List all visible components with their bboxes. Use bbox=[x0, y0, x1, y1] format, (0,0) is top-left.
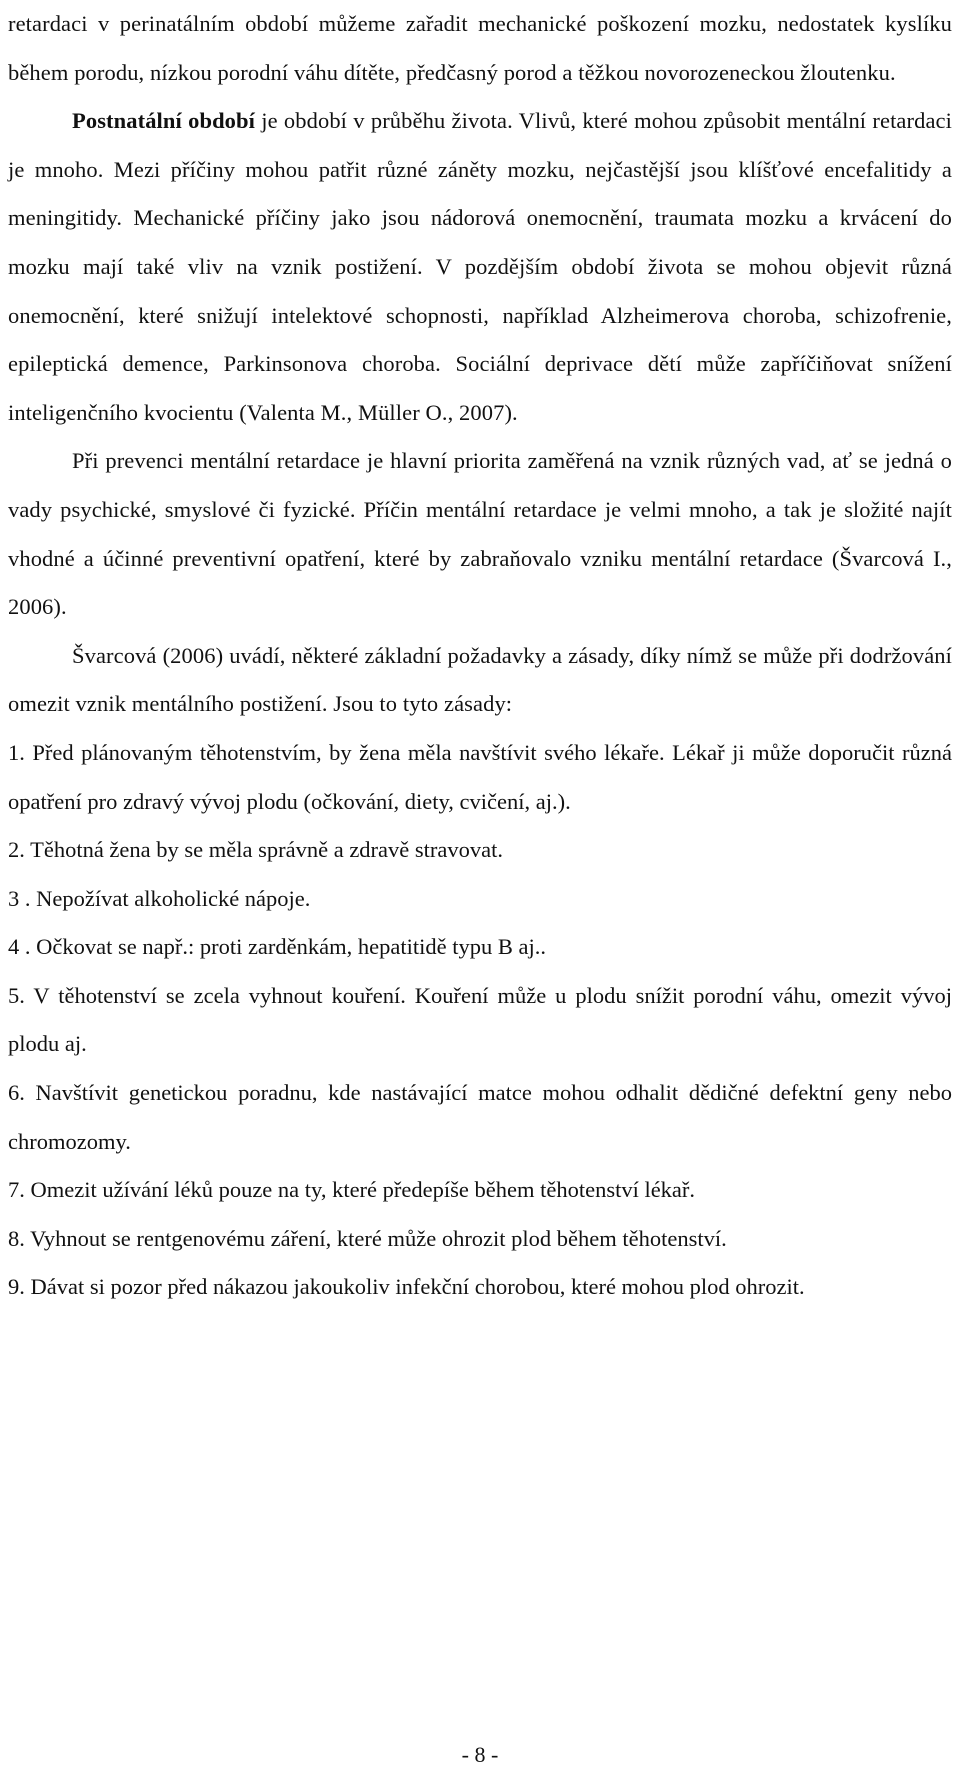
list-item: 1. Před plánovaným těhotenstvím, by žena měla navštívit svého lékaře. Lékař ji může doporučit různá opatření pro zdravý vývoj plodu (očkování, diety, cvičení, aj.). bbox=[8, 739, 952, 814]
principles-list bbox=[8, 729, 952, 1312]
list-item: 2. Těhotná žena by se měla správně a zdravě stravovat. bbox=[8, 837, 503, 863]
list-item: 5. V těhotenství se zcela vyhnout kouření. Kouření může u plodu snížit porodní váhu, omezit vývoj plodu aj. bbox=[8, 982, 952, 1057]
document-body bbox=[8, 0, 952, 1312]
list-item: 8. Vyhnout se rentgenovému záření, které může ohrozit plod během těhotenství. bbox=[8, 1225, 727, 1251]
document-page bbox=[8, 0, 952, 1782]
paragraph-perinatal: retardaci v perinatálním období můžeme zařadit mechanické poškození mozku, nedostatek kyslíku během porodu, nízkou porodní váhu dítěte, předčasný porod a těžkou novorozeneckou žloutenku. bbox=[8, 11, 952, 85]
list-item: 9. Dávat si pozor před nákazou jakoukoliv infekční chorobou, které mohou plod ohrozit. bbox=[8, 1274, 805, 1300]
paragraph-postnatal-text: je období v průběhu života. Vlivů, které mohou způsobit mentální retardaci je mnoho. Mezi příčiny mohou patřit různé záněty mozku, nejčastější jsou klíšťové encefalitidy a meningitidy. Mechanické příčiny jako jsou nádorová onemocnění, traumata mozku a krvácení do mozku mají také vliv na vznik postižení. V pozdějším období života se mohou objevit různá onemocnění, které snižují intelektové schopnosti, například Alzheimerova choroba, schizofrenie, epileptická demence, Parkinsonova choroba. Sociální deprivace dětí může zapříčiňovat snížení inteligenčního kvocientu (Valenta M., Müller O., 2007). bbox=[8, 108, 952, 425]
list-item: 7. Omezit užívání léků pouze na ty, které předepíše během těhotenství lékař. bbox=[8, 1177, 696, 1203]
paragraph-principles-intro: Švarcová (2006) uvádí, některé základní požadavky a zásady, díky nímž se může při dodržování omezit vznik mentálního postižení. Jsou to tyto zásady: bbox=[8, 642, 952, 717]
list-item: 6. Navštívit genetickou poradnu, kde nastávající matce mohou odhalit dědičné defektní geny nebo chromozomy. bbox=[8, 1080, 952, 1154]
paragraph-prevention: Při prevenci mentální retardace je hlavní priorita zaměřená na vznik různých vad, ať se jedná o vady psychické, smyslové či fyzické. Příčin mentální retardace je velmi mnoho, a tak je složité najít vhodné a účinné preventivní opatření, které by zabraňovalo vzniku mentální retardace (Švarcová I., 2006). bbox=[8, 448, 952, 620]
list-item: 3 . Nepožívat alkoholické nápoje. bbox=[8, 885, 311, 911]
list-item: 4 . Očkovat se např.: proti zarděnkám, hepatitidě typu B aj.. bbox=[8, 934, 546, 960]
paragraph-postnatal bbox=[8, 97, 952, 437]
page-number: - 8 - bbox=[461, 1742, 499, 1767]
postnatal-heading-term: Postnatální období bbox=[72, 108, 255, 134]
